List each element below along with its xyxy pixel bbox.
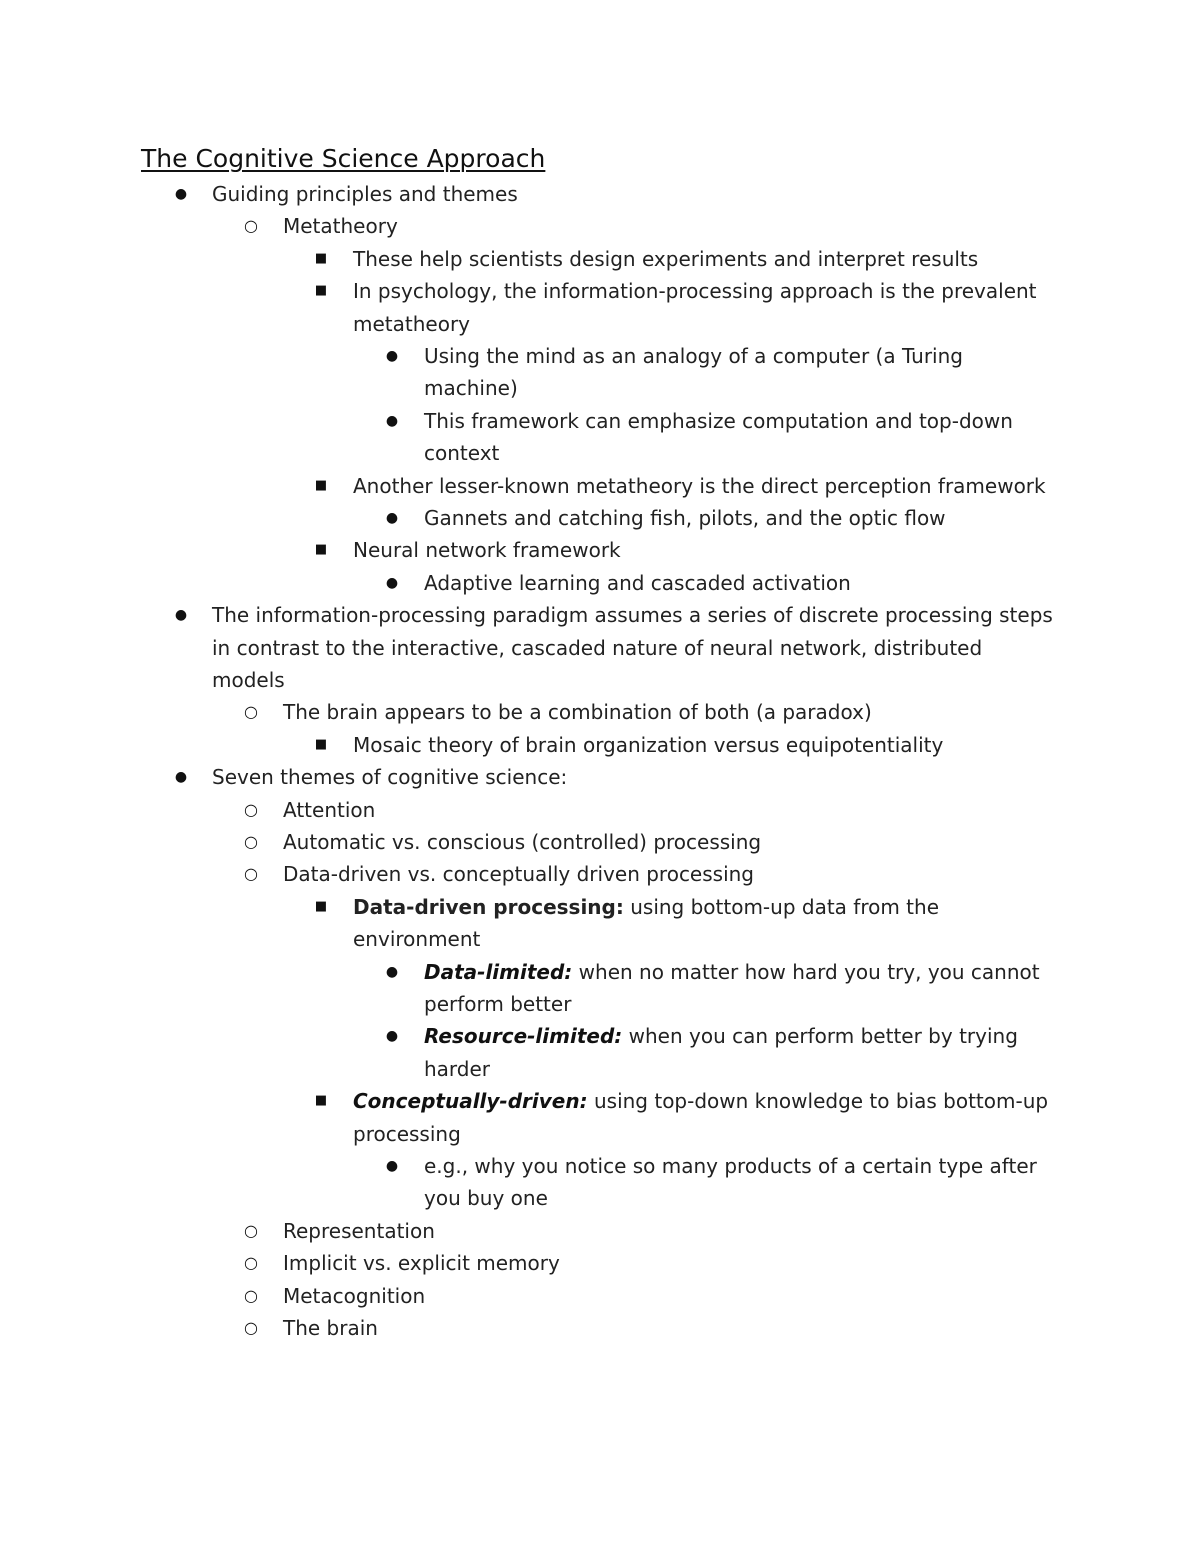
- list-item-body: Metatheory: [283, 214, 398, 239]
- filled-circle-bullet-icon: ●: [385, 412, 399, 429]
- filled-circle-bullet-icon: ●: [385, 510, 399, 526]
- list-item-body: Gannets and catching fish, pilots, and the optic flow: [424, 506, 946, 530]
- list-item-body: Representation: [283, 1218, 435, 1243]
- list-item-body: using bottom-up data from the environment: [353, 894, 940, 952]
- list-item-body: when you can perform better by trying harder: [424, 1024, 1018, 1081]
- list-item-body: Another lesser-known metatheory is the direct perception framework: [353, 473, 1046, 498]
- square-bullet-icon: ■: [314, 898, 328, 914]
- definition-term: Conceptually-driven:: [353, 1089, 588, 1114]
- hollow-circle-bullet-icon: ○: [244, 1220, 258, 1240]
- list-item-text: [353, 1085, 1060, 1150]
- definition-term: Resource-limited:: [424, 1024, 623, 1049]
- list-item-text: [424, 502, 1060, 534]
- list-item-text: [283, 1247, 1060, 1279]
- hollow-circle-bullet-icon: ○: [244, 1285, 258, 1305]
- document-title: The Cognitive Science Approach: [141, 144, 546, 173]
- list-item-body: Adaptive learning and cascaded activation: [424, 570, 851, 595]
- hollow-circle-bullet-icon: ○: [244, 216, 258, 236]
- list-item-text: [283, 696, 1060, 728]
- list-item-body: These help scientists design experiments and interpret results: [353, 246, 979, 271]
- list-item-text: [353, 470, 1060, 502]
- list-item-text: [424, 340, 1060, 405]
- list-item-text: [283, 1280, 1060, 1312]
- list-item-text: [283, 210, 1060, 242]
- filled-circle-bullet-icon: ●: [385, 574, 399, 591]
- filled-circle-bullet-icon: ●: [174, 186, 188, 202]
- square-bullet-icon: ■: [314, 477, 328, 493]
- square-bullet-icon: ■: [314, 283, 328, 299]
- list-item-text: [424, 1020, 1060, 1085]
- hollow-circle-bullet-icon: ○: [244, 799, 258, 819]
- list-item-body: Using the mind as an analogy of a computer (a Turing machine): [424, 344, 963, 401]
- list-item-text: [283, 858, 1060, 890]
- list-item-body: using top-down knowledge to bias bottom-up processing: [353, 1089, 1049, 1146]
- list-item-body: Data-driven vs. conceptually driven processing: [283, 862, 755, 887]
- list-item-text: [212, 178, 1060, 210]
- list-item-text: [353, 729, 1060, 761]
- list-item-body: when no matter how hard you try, you cannot perform better: [424, 959, 1040, 1016]
- filled-circle-bullet-icon: ●: [385, 1158, 399, 1174]
- list-item-text: [424, 1150, 1060, 1215]
- filled-circle-bullet-icon: ●: [174, 607, 188, 624]
- hollow-circle-bullet-icon: ○: [244, 864, 258, 884]
- filled-circle-bullet-icon: ●: [174, 769, 188, 786]
- list-item-body: Seven themes of cognitive science:: [212, 765, 568, 790]
- list-item-body: Attention: [283, 797, 376, 822]
- definition-term: Data-limited:: [424, 959, 573, 984]
- hollow-circle-bullet-icon: ○: [244, 1253, 258, 1273]
- filled-circle-bullet-icon: ●: [385, 963, 399, 980]
- list-item-text: [353, 243, 1060, 275]
- list-item-body: Mosaic theory of brain organization versus equipotentiality: [353, 732, 944, 757]
- hollow-circle-bullet-icon: ○: [244, 1318, 258, 1337]
- list-item-text: [212, 599, 1060, 696]
- list-item-body: The information-processing paradigm assumes a series of discrete processing steps in contrast to the interactive, cascaded nature of neural network, distributed models: [212, 603, 1053, 692]
- list-item-body: This framework can emphasize computation and top-down context: [424, 408, 1013, 466]
- list-item-text: [353, 275, 1060, 340]
- list-item-body: In psychology, the information-processing approach is the prevalent metatheory: [353, 279, 1037, 336]
- list-item-text: [283, 1312, 1060, 1344]
- list-item-text: [283, 794, 1060, 826]
- list-item-text: [283, 1215, 1060, 1247]
- square-bullet-icon: ■: [314, 1093, 328, 1109]
- square-bullet-icon: ■: [314, 542, 328, 558]
- list-item-text: [283, 826, 1060, 858]
- list-item-text: [212, 761, 1060, 793]
- list-item-body: Automatic vs. conscious (controlled) processing: [283, 830, 762, 854]
- list-item-text: [353, 891, 1060, 956]
- list-item-text: [424, 405, 1060, 470]
- list-item-body: The brain: [283, 1316, 378, 1340]
- square-bullet-icon: ■: [314, 250, 328, 266]
- hollow-circle-bullet-icon: ○: [244, 832, 258, 851]
- hollow-circle-bullet-icon: ○: [244, 702, 258, 722]
- square-bullet-icon: ■: [314, 736, 328, 752]
- filled-circle-bullet-icon: ●: [385, 348, 399, 364]
- definition-term: Data-driven processing:: [353, 894, 624, 919]
- filled-circle-bullet-icon: ●: [385, 1028, 399, 1045]
- list-item-body: e.g., why you notice so many products of a certain type after you buy one: [424, 1154, 1037, 1211]
- list-item-body: The brain appears to be a combination of both (a paradox): [283, 700, 872, 725]
- list-item-body: Guiding principles and themes: [212, 182, 518, 206]
- list-item-body: Implicit vs. explicit memory: [283, 1251, 560, 1276]
- list-item-text: [353, 534, 1060, 566]
- list-item-body: Neural network framework: [353, 538, 621, 563]
- list-item-text: [424, 956, 1060, 1021]
- list-item-body: Metacognition: [283, 1283, 426, 1308]
- list-item-text: [424, 567, 1060, 599]
